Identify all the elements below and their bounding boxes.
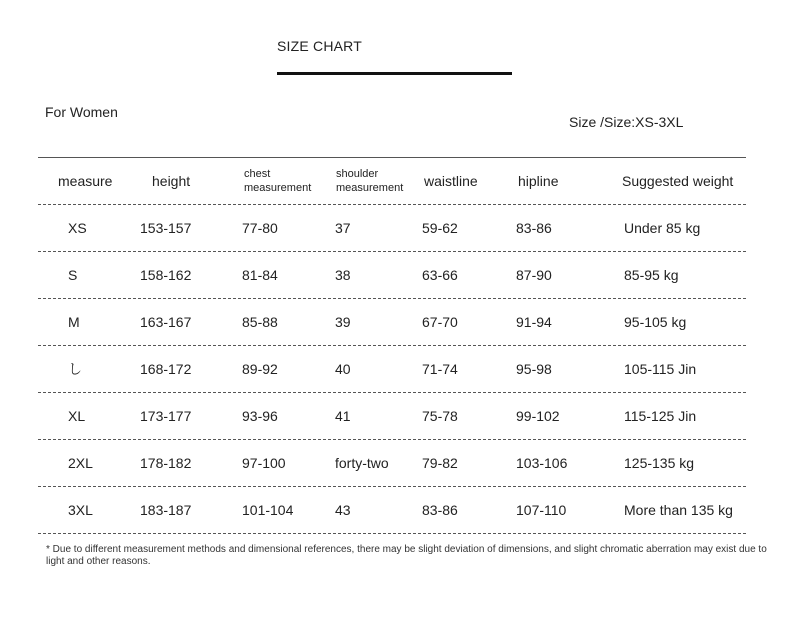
chest-cell: 97-100 (242, 455, 286, 471)
weight-cell: 105-115 Jin (624, 361, 697, 377)
chest-cell: 101-104 (242, 502, 294, 518)
weight-cell: 85-95 kg (624, 267, 679, 283)
header-shoulder: shoulder measurement (336, 168, 404, 194)
size-range-label: Size /Size:XS-3XL (569, 114, 684, 130)
height-cell: 183-187 (140, 502, 192, 518)
chest-cell: 77-80 (242, 220, 278, 236)
hipline-cell: 99-102 (516, 408, 560, 424)
table-row (38, 205, 746, 252)
size-cell: XS (68, 220, 87, 236)
size-cell: 2XL (68, 455, 93, 471)
table-row (38, 252, 746, 299)
hipline-cell: 91-94 (516, 314, 552, 330)
weight-cell: 115-125 Jin (624, 408, 697, 424)
height-cell: 163-167 (140, 314, 192, 330)
height-cell: 153-157 (140, 220, 192, 236)
height-cell: 173-177 (140, 408, 192, 424)
header-measure: measure (58, 173, 113, 189)
waistline-cell: 71-74 (422, 361, 458, 377)
hipline-cell: 103-106 (516, 455, 568, 471)
table-row (38, 299, 746, 346)
shoulder-cell: 43 (335, 502, 351, 518)
size-cell: XL (68, 408, 86, 424)
waistline-cell: 83-86 (422, 502, 458, 518)
chest-cell: 89-92 (242, 361, 278, 377)
table-row (38, 393, 746, 440)
shoulder-cell: 37 (335, 220, 351, 236)
waistline-cell: 67-70 (422, 314, 458, 330)
hipline-cell: 83-86 (516, 220, 552, 236)
audience-label: For Women (45, 104, 118, 120)
chest-cell: 85-88 (242, 314, 278, 330)
page-title: SIZE CHART (277, 38, 362, 54)
hipline-cell: 95-98 (516, 361, 552, 377)
size-cell: し (68, 361, 82, 377)
weight-cell: Under 85 kg (624, 220, 701, 236)
header-waistline: waistline (424, 173, 478, 189)
shoulder-cell: 39 (335, 314, 351, 330)
shoulder-cell: 40 (335, 361, 351, 377)
table-row (38, 487, 746, 534)
size-cell: 3XL (68, 502, 93, 518)
shoulder-cell: 38 (335, 267, 351, 283)
chest-cell: 81-84 (242, 267, 278, 283)
size-table (38, 157, 746, 534)
shoulder-cell: forty-two (335, 455, 389, 471)
table-row (38, 440, 746, 487)
header-hipline: hipline (518, 173, 559, 189)
size-cell: S (68, 267, 78, 283)
title-underline (277, 72, 512, 75)
waistline-cell: 75-78 (422, 408, 458, 424)
height-cell: 168-172 (140, 361, 192, 377)
waistline-cell: 59-62 (422, 220, 458, 236)
weight-cell: More than 135 kg (624, 502, 733, 518)
weight-cell: 125-135 kg (624, 455, 695, 471)
height-cell: 178-182 (140, 455, 192, 471)
chest-cell: 93-96 (242, 408, 278, 424)
waistline-cell: 63-66 (422, 267, 458, 283)
header-suggested-weight: Suggested weight (622, 173, 734, 189)
waistline-cell: 79-82 (422, 455, 458, 471)
hipline-cell: 87-90 (516, 267, 552, 283)
hipline-cell: 107-110 (516, 502, 567, 518)
header-height: height (152, 173, 191, 189)
footnote: * Due to different measurement methods and dimensional references, there may be slight deviation of dimensions, and slight chromatic aberration may exist due to light and other reasons. (46, 544, 767, 567)
header-chest: chest measurement (244, 168, 312, 194)
size-cell: M (68, 314, 80, 330)
table-header-row (38, 158, 746, 205)
weight-cell: 95-105 kg (624, 314, 687, 330)
height-cell: 158-162 (140, 267, 192, 283)
shoulder-cell: 41 (335, 408, 351, 424)
table-row (38, 346, 746, 393)
